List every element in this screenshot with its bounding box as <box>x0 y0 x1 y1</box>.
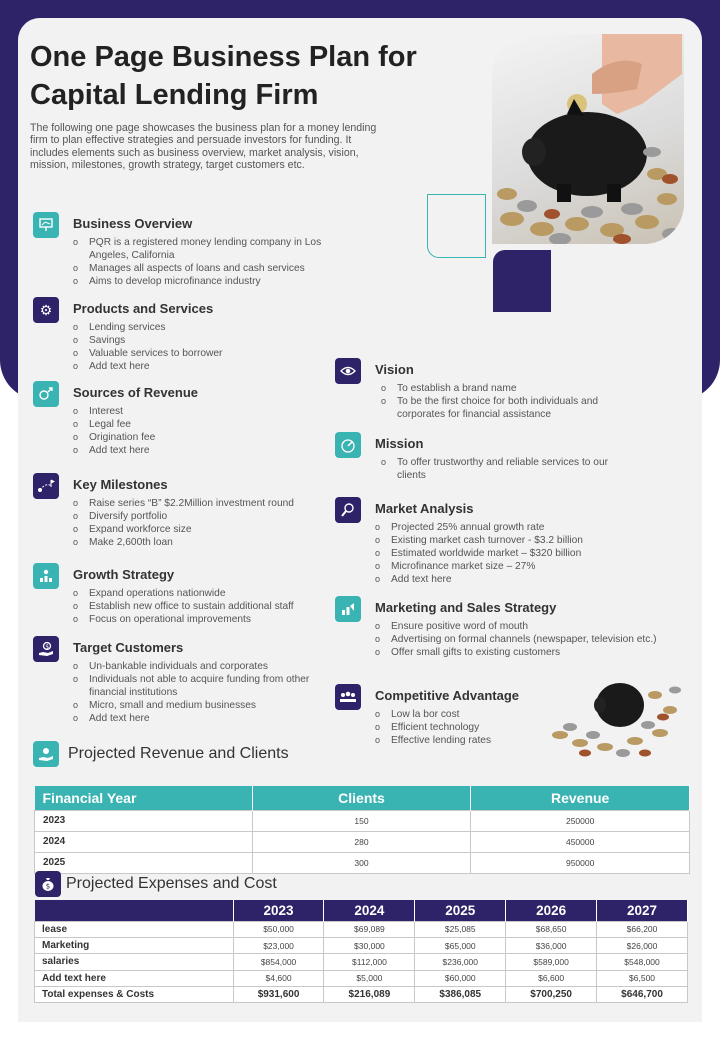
table-header-row <box>35 900 688 921</box>
bullet-list <box>375 521 635 586</box>
column-header: Clients <box>252 786 471 810</box>
table-cell: Marketing <box>35 937 234 953</box>
list-item: o Microfinance market size – 27% <box>375 560 635 573</box>
eye-icon <box>335 358 361 384</box>
list-item: o Add text here <box>73 360 333 373</box>
table-cell: 300 <box>252 852 471 873</box>
list-item: o Low la bor cost <box>375 708 555 721</box>
section-title: Target Customers <box>73 640 184 655</box>
list-item: o Effective lending rates <box>375 734 555 747</box>
team-icon <box>335 684 361 710</box>
list-item: o Existing market cash turnover - $3.2 billion <box>375 534 635 547</box>
bullet-list <box>73 405 333 457</box>
list-item: o Expand workforce size <box>73 523 343 536</box>
table-row <box>35 970 688 986</box>
list-item: o Lending services <box>73 321 333 334</box>
table-row <box>35 954 688 970</box>
table-cell: $112,000 <box>324 954 415 970</box>
table-cell: $66,200 <box>597 921 688 937</box>
table-cell: $548,000 <box>597 954 688 970</box>
column-header: 2023 <box>233 900 324 921</box>
table-cell: salaries <box>35 954 234 970</box>
list-item: o Manages all aspects of loans and cash services <box>73 262 333 275</box>
bullet-list <box>73 321 333 373</box>
section-title: Mission <box>375 436 424 451</box>
section-title: Sources of Revenue <box>73 385 198 400</box>
list-item: o Legal fee <box>73 418 333 431</box>
list-item: o Advertising on formal channels (newspaper, television etc.) <box>375 633 685 646</box>
column-header <box>35 900 234 921</box>
gear-dollar-icon: ⚙ <box>33 297 59 323</box>
table-cell: $700,250 <box>506 987 597 1003</box>
revenue-icon <box>33 741 59 767</box>
list-item: o Projected 25% annual growth rate <box>375 521 635 534</box>
money-bag-icon <box>35 871 61 897</box>
bullet-list <box>375 708 555 747</box>
list-item: o Origination fee <box>73 431 333 444</box>
table-cell: $68,650 <box>506 921 597 937</box>
piggy-coins-illustration <box>545 665 685 760</box>
column-header: Revenue <box>471 786 690 810</box>
table-row <box>35 937 688 953</box>
total-row <box>35 987 688 1003</box>
list-item: o Ensure positive word of mouth <box>375 620 685 633</box>
section-title: Vision <box>375 362 414 377</box>
bullet-list <box>73 660 323 725</box>
table-cell: $646,700 <box>597 987 688 1003</box>
table-cell: $36,000 <box>506 937 597 953</box>
list-item: o Focus on operational improvements <box>73 613 343 626</box>
money-growth-icon <box>33 381 59 407</box>
table-cell: lease <box>35 921 234 937</box>
list-item: o Add text here <box>73 444 333 457</box>
table-header-row <box>35 786 690 810</box>
table-cell: $65,000 <box>415 937 506 953</box>
table-cell: 450000 <box>471 831 690 852</box>
table-cell: $30,000 <box>324 937 415 953</box>
svg-text:$: $ <box>45 643 50 651</box>
table-cell: 2024 <box>35 831 253 852</box>
table-cell: $5,000 <box>324 970 415 986</box>
table-cell: $50,000 <box>233 921 324 937</box>
column-header: 2024 <box>324 900 415 921</box>
page-title: One Page Business Plan for Capital Lending Firm <box>30 41 417 111</box>
marketing-icon <box>335 596 361 622</box>
hand-dollar-icon <box>33 636 59 662</box>
table-cell: $25,085 <box>415 921 506 937</box>
svg-text:$: $ <box>45 882 51 891</box>
column-header: 2026 <box>506 900 597 921</box>
table-cell: $4,600 <box>233 970 324 986</box>
growth-chart-icon <box>33 563 59 589</box>
table-row <box>35 921 688 937</box>
section-title: Business Overview <box>73 216 193 231</box>
bullet-list <box>381 456 611 482</box>
list-item: o To be the first choice for both individuals and corporates for financial assistance <box>381 395 631 421</box>
piggy-bank-photo <box>492 34 684 244</box>
list-item: o Micro, small and medium businesses <box>73 699 323 712</box>
list-item: o Un-bankable individuals and corporates <box>73 660 323 673</box>
bullet-list <box>381 382 631 421</box>
list-item: o Valuable services to borrower <box>73 347 333 360</box>
table-row <box>35 852 690 873</box>
column-header: Financial Year <box>35 786 253 810</box>
list-item: o Add text here <box>375 573 635 586</box>
bullet-list <box>375 620 685 659</box>
table-cell: 150 <box>252 810 471 831</box>
list-item: o Individuals not able to acquire funding from other financial institutions <box>73 673 323 699</box>
table-cell: $236,000 <box>415 954 506 970</box>
table-cell: $69,089 <box>324 921 415 937</box>
decorative-outline-square <box>427 194 486 258</box>
list-item: o Add text here <box>73 712 323 725</box>
table-cell: 2023 <box>35 810 253 831</box>
table-row <box>35 810 690 831</box>
table-cell: $26,000 <box>597 937 688 953</box>
table-cell: $6,500 <box>597 970 688 986</box>
list-item: o Efficient technology <box>375 721 555 734</box>
list-item: o PQR is a registered money lending company in Los Angeles, California <box>73 236 333 262</box>
table-cell: Add text here <box>35 970 234 986</box>
section-title: Market Analysis <box>375 501 474 516</box>
target-gauge-icon <box>335 432 361 458</box>
list-item: o Raise series “B” $2.2Million investment round <box>73 497 343 510</box>
table-cell: $931,600 <box>233 987 324 1003</box>
list-item: o Estimated worldwide market – $320 billion <box>375 547 635 560</box>
list-item: o To establish a brand name <box>381 382 631 395</box>
revenue-heading: Projected Revenue and Clients <box>68 745 289 762</box>
list-item: o Aims to develop microfinance industry <box>73 275 333 288</box>
list-item: o Make 2,600th loan <box>73 536 343 549</box>
bullet-list <box>73 236 333 288</box>
section-title: Marketing and Sales Strategy <box>375 600 557 615</box>
expenses-heading: Projected Expenses and Cost <box>66 875 277 892</box>
table-cell: $23,000 <box>233 937 324 953</box>
table-cell: 950000 <box>471 852 690 873</box>
table-cell: $589,000 <box>506 954 597 970</box>
list-item: o Savings <box>73 334 333 347</box>
list-item: o To offer trustworthy and reliable services to our clients <box>381 456 611 482</box>
list-item: o Establish new office to sustain additional staff <box>73 600 343 613</box>
section-title: Growth Strategy <box>73 567 175 582</box>
section-title: Products and Services <box>73 301 214 316</box>
intro-paragraph: The following one page showcases the business plan for a money lending firm to plan effective strategies and persuade investors for funding. It includes elements such as business overview, market analysis, vision, mission, milestones, growth strategy, target customers etc. <box>30 122 377 171</box>
table-cell: Total expenses & Costs <box>35 987 234 1003</box>
list-item: o Interest <box>73 405 333 418</box>
column-header: 2027 <box>597 900 688 921</box>
column-header: 2025 <box>415 900 506 921</box>
analysis-icon <box>335 497 361 523</box>
table-cell: $854,000 <box>233 954 324 970</box>
list-item: o Expand operations nationwide <box>73 587 343 600</box>
table-row <box>35 831 690 852</box>
section-title: Key Milestones <box>73 477 168 492</box>
milestone-path-icon <box>33 473 59 499</box>
table-cell: $386,085 <box>415 987 506 1003</box>
table-cell: $6,600 <box>506 970 597 986</box>
expenses-table <box>34 900 688 1003</box>
decorative-navy-square <box>493 250 551 312</box>
table-cell: $60,000 <box>415 970 506 986</box>
table-cell: 2025 <box>35 852 253 873</box>
section-title: Competitive Advantage <box>375 688 519 703</box>
presentation-board-icon <box>33 212 59 238</box>
table-cell: 280 <box>252 831 471 852</box>
bullet-list <box>73 497 343 549</box>
bullet-list <box>73 587 343 626</box>
table-cell: 250000 <box>471 810 690 831</box>
revenue-table <box>34 786 690 874</box>
table-cell: $216,089 <box>324 987 415 1003</box>
list-item: o Diversify portfolio <box>73 510 343 523</box>
list-item: o Offer small gifts to existing customers <box>375 646 685 659</box>
